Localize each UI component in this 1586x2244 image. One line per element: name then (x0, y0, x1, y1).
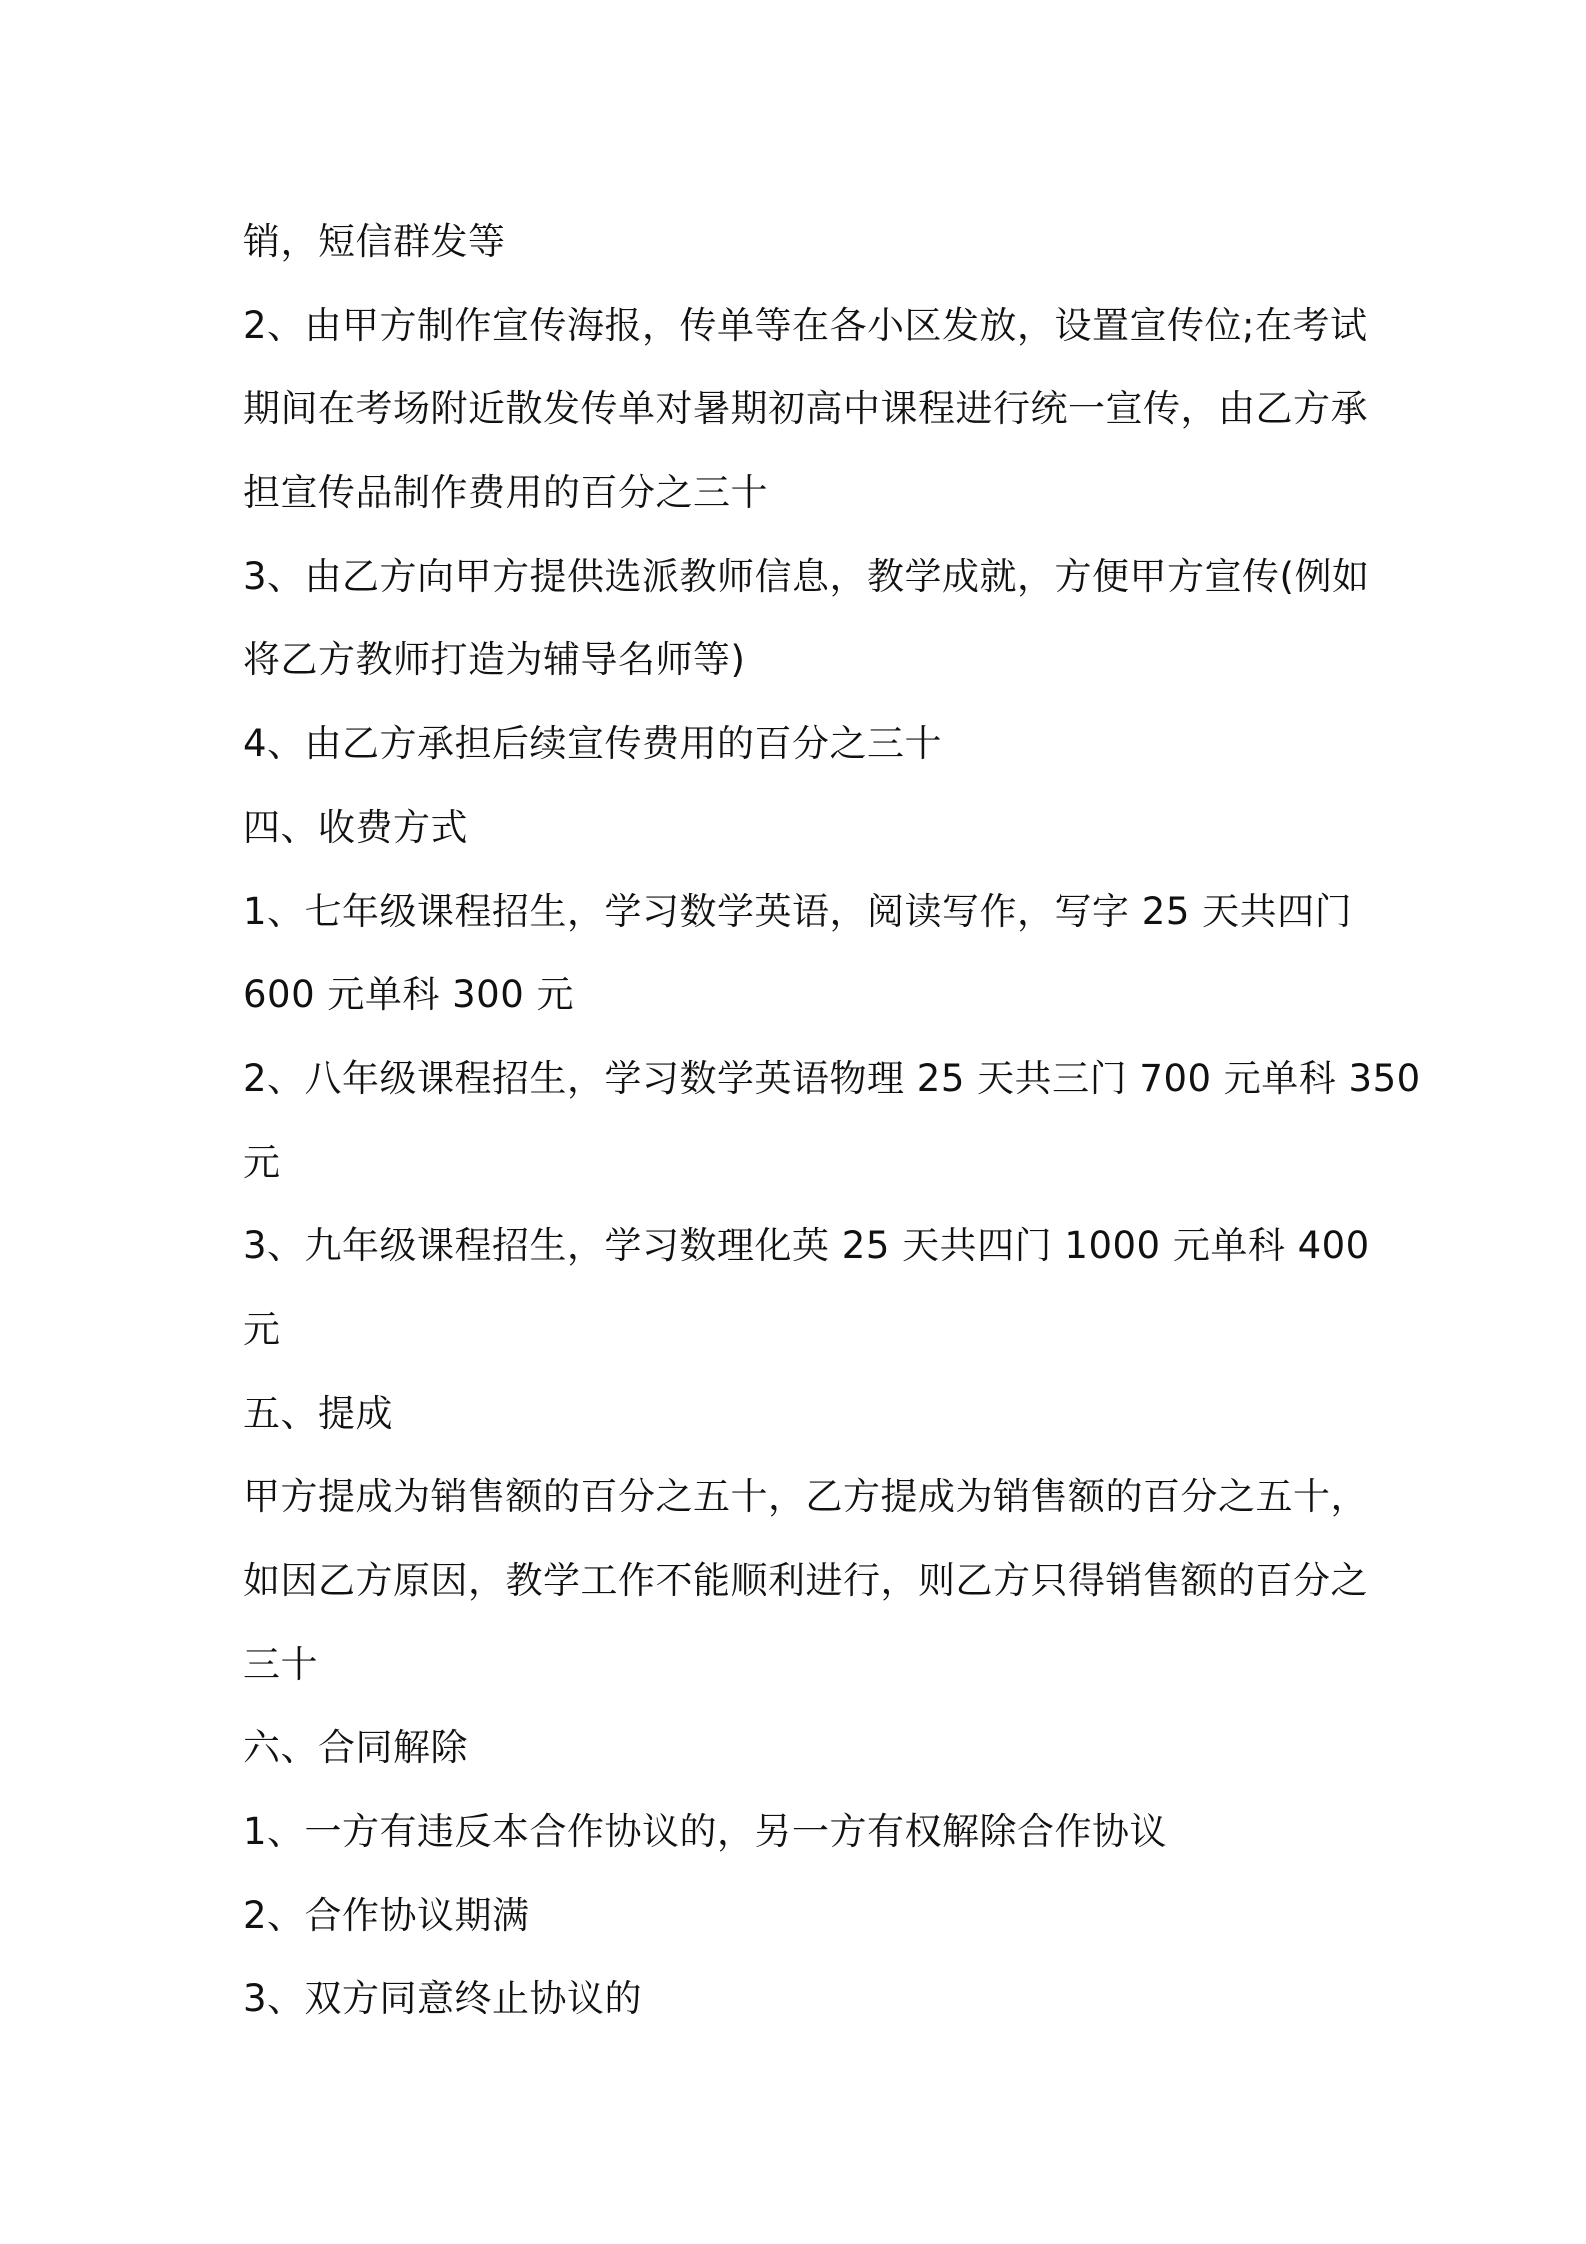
text-line: 如因乙方原因，教学工作不能顺利进行，则乙方只得销售额的百分之 (243, 1559, 1368, 1602)
text-line: 甲方提成为销售额的百分之五十，乙方提成为销售额的百分之五十， (243, 1475, 1368, 1519)
section-heading: 四、收费方式 (243, 805, 468, 849)
text-line: 销，短信群发等 (243, 220, 506, 263)
text-line: 元 (243, 1307, 281, 1351)
text-line: 4、由乙方承担后续宣传费用的百分之三十 (243, 722, 943, 766)
text-line: 600 元单科 300 元 (243, 973, 575, 1017)
document-body (243, 200, 1421, 2041)
text-line: 3、九年级课程招生，学习数理化英 25 天共四门 1000 元单科 400 (243, 1224, 1370, 1268)
text-line: 1、一方有违反本合作协议的，另一方有权解除合作协议 (243, 1810, 1168, 1854)
text-line: 将乙方教师打造为辅导名师等) (243, 638, 746, 682)
text-line: 元 (243, 1140, 281, 1184)
text-line: 2、由甲方制作宣传海报，传单等在各小区发放，设置宣传位;在考试 (243, 303, 1368, 347)
text-line: 三十 (243, 1642, 318, 1686)
text-line: 2、八年级课程招生，学习数学英语物理 25 天共三门 700 元单科 350 (243, 1056, 1421, 1100)
text-line: 2、合作协议期满 (243, 1893, 530, 1937)
section-heading: 五、提成 (243, 1391, 393, 1435)
text-line: 期间在考场附近散发传单对暑期初高中课程进行统一宣传，由乙方承 (243, 387, 1368, 431)
text-line: 1、七年级课程招生，学习数学英语，阅读写作，写字 25 天共四门 (243, 889, 1353, 933)
text-line: 3、由乙方向甲方提供选派教师信息，教学成就，方便甲方宣传(例如 (243, 554, 1370, 598)
text-line: 3、双方同意终止协议的 (243, 1977, 643, 2021)
text-line: 担宣传品制作费用的百分之三十 (243, 471, 768, 515)
section-heading: 六、合同解除 (243, 1726, 468, 1770)
